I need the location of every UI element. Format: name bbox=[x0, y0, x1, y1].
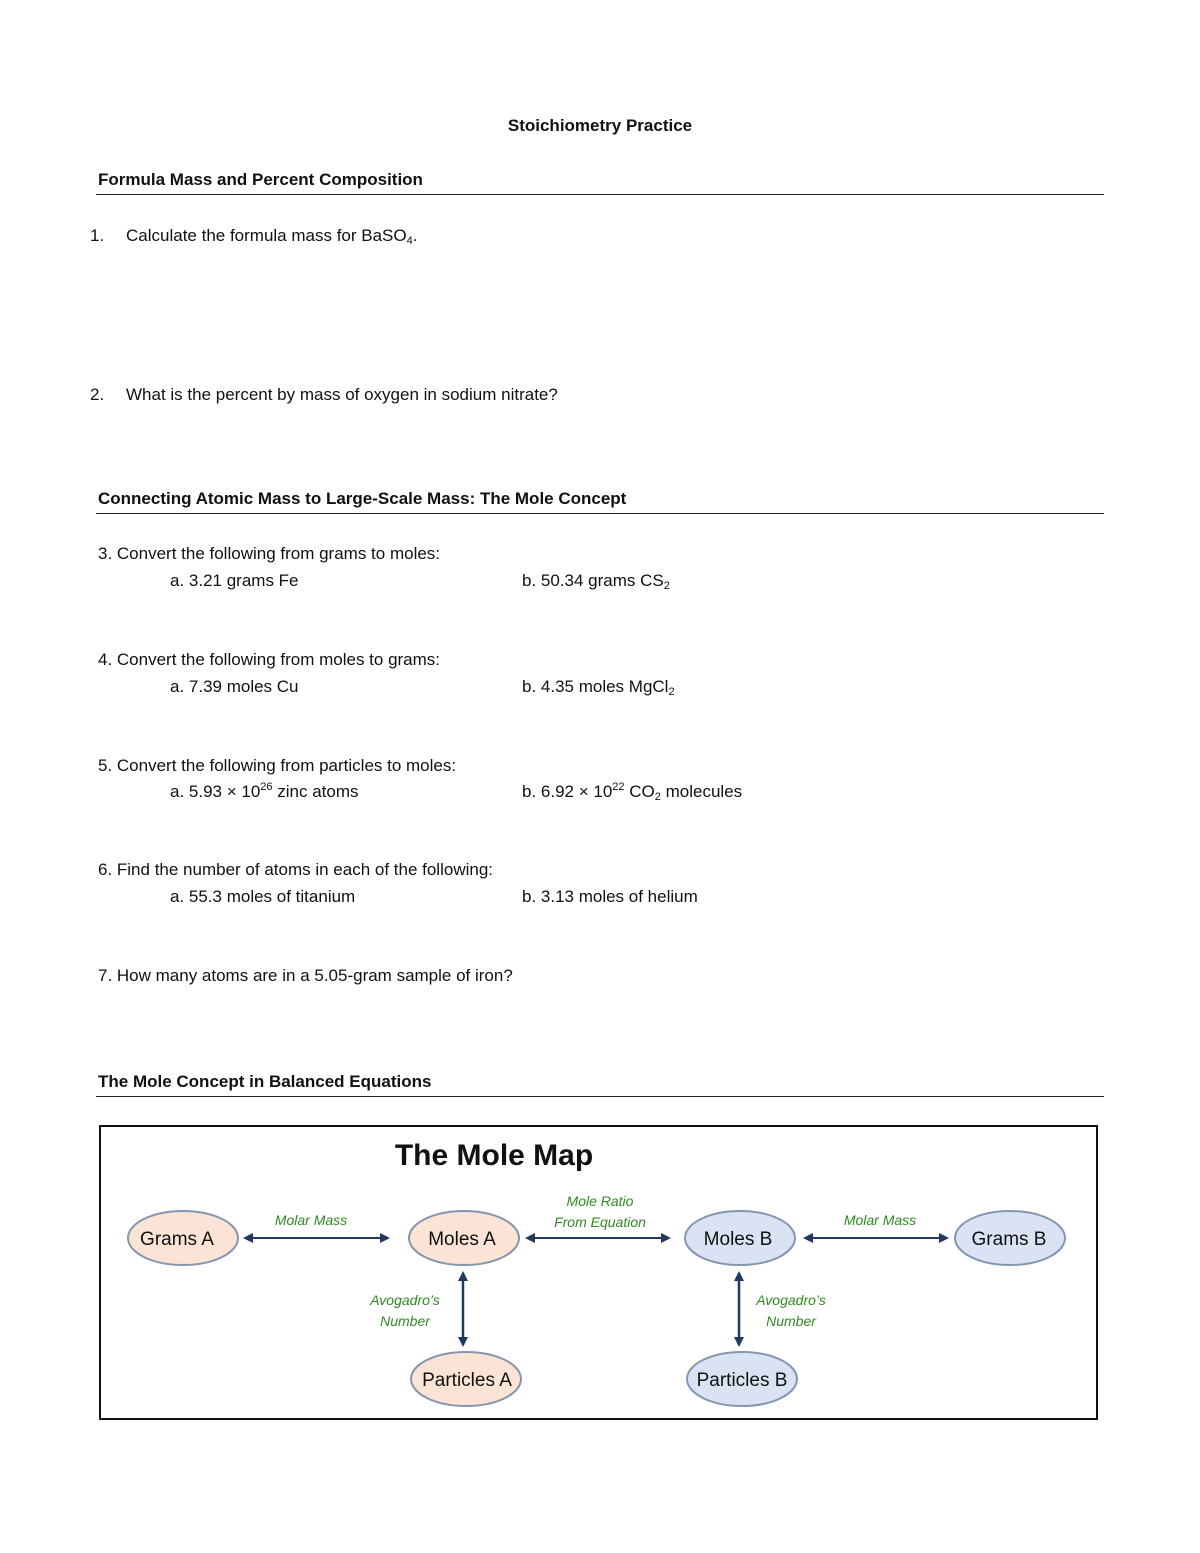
section-heading-formula-mass: Formula Mass and Percent Composition bbox=[98, 170, 423, 189]
svg-text:Moles A: Moles A bbox=[428, 1229, 496, 1250]
question-3b: b. 50.34 grams $CS_2$ bbox=[522, 571, 670, 592]
mole-map-diagram bbox=[99, 1125, 1098, 1420]
question-5b: b. $6.92 \times 10^{22}$ $CO_2$ molecules bbox=[522, 781, 743, 803]
section-divider bbox=[96, 1096, 1104, 1097]
section-divider bbox=[96, 513, 1104, 514]
page-title: Stoichiometry Practice bbox=[507, 116, 693, 135]
question-6b: b. 3.13 moles of helium bbox=[522, 887, 698, 906]
label-mole-ratio-line2: From Equation bbox=[554, 1214, 646, 1230]
svg-text:Particles B: Particles B bbox=[696, 1370, 788, 1391]
question-1-number: 1. bbox=[90, 226, 105, 245]
node-grams-a bbox=[128, 1211, 238, 1265]
question-5: 5. Convert the following from particles to moles: bbox=[98, 756, 457, 775]
svg-text:Grams B: Grams B bbox=[971, 1229, 1047, 1250]
question-6: 6. Find the number of atoms in each of the following: bbox=[98, 860, 494, 879]
question-4a: a. 7.39 moles Cu bbox=[170, 677, 299, 696]
question-1: Calculate the formula mass for BaSO$_4$. bbox=[126, 226, 418, 247]
label-avogadro-right-line1: Avogadro’s bbox=[756, 1292, 826, 1308]
mole-map-title: The Mole Map bbox=[394, 1139, 594, 1172]
section-heading-balanced-equations: The Mole Concept in Balanced Equations bbox=[98, 1072, 432, 1091]
label-molar-mass-left: Molar Mass bbox=[274, 1212, 348, 1228]
question-2-number: 2. bbox=[90, 385, 105, 404]
question-4: 4. Convert the following from moles to grams: bbox=[98, 650, 441, 669]
node-moles-a bbox=[409, 1211, 519, 1265]
label-mole-ratio-line1: Mole Ratio bbox=[566, 1193, 634, 1209]
question-6a: a. 55.3 moles of titanium bbox=[170, 887, 356, 906]
label-avogadro-right-line2: Number bbox=[766, 1313, 816, 1329]
node-particles-b bbox=[687, 1352, 797, 1406]
label-molar-mass-right: Molar Mass bbox=[843, 1212, 917, 1228]
question-4b: b. 4.35 moles MgCl$_2$ bbox=[522, 677, 675, 698]
question-5a: a. $5.93 \times 10^{26}$ zinc atoms bbox=[170, 781, 359, 801]
question-2: What is the percent by mass of oxygen in sodium nitrate? bbox=[126, 385, 558, 404]
svg-text:Moles B: Moles B bbox=[703, 1229, 773, 1250]
svg-text:Particles A: Particles A bbox=[422, 1370, 512, 1391]
question-3: 3. Convert the following from grams to moles: bbox=[98, 544, 441, 563]
node-moles-b bbox=[685, 1211, 795, 1265]
svg-text:Grams A: Grams A bbox=[140, 1229, 214, 1250]
label-avogadro-left-line2: Number bbox=[380, 1313, 430, 1329]
section-heading-mole-concept: Connecting Atomic Mass to Large-Scale Mass: The Mole Concept bbox=[98, 489, 627, 508]
section-divider bbox=[96, 194, 1104, 195]
node-grams-b bbox=[955, 1211, 1065, 1265]
label-avogadro-left-line1: Avogadro’s bbox=[370, 1292, 440, 1308]
question-7: 7. How many atoms are in a 5.05-gram sample of iron? bbox=[98, 966, 513, 985]
question-3a: a. 3.21 grams Fe bbox=[170, 571, 299, 590]
node-particles-a bbox=[411, 1352, 521, 1406]
